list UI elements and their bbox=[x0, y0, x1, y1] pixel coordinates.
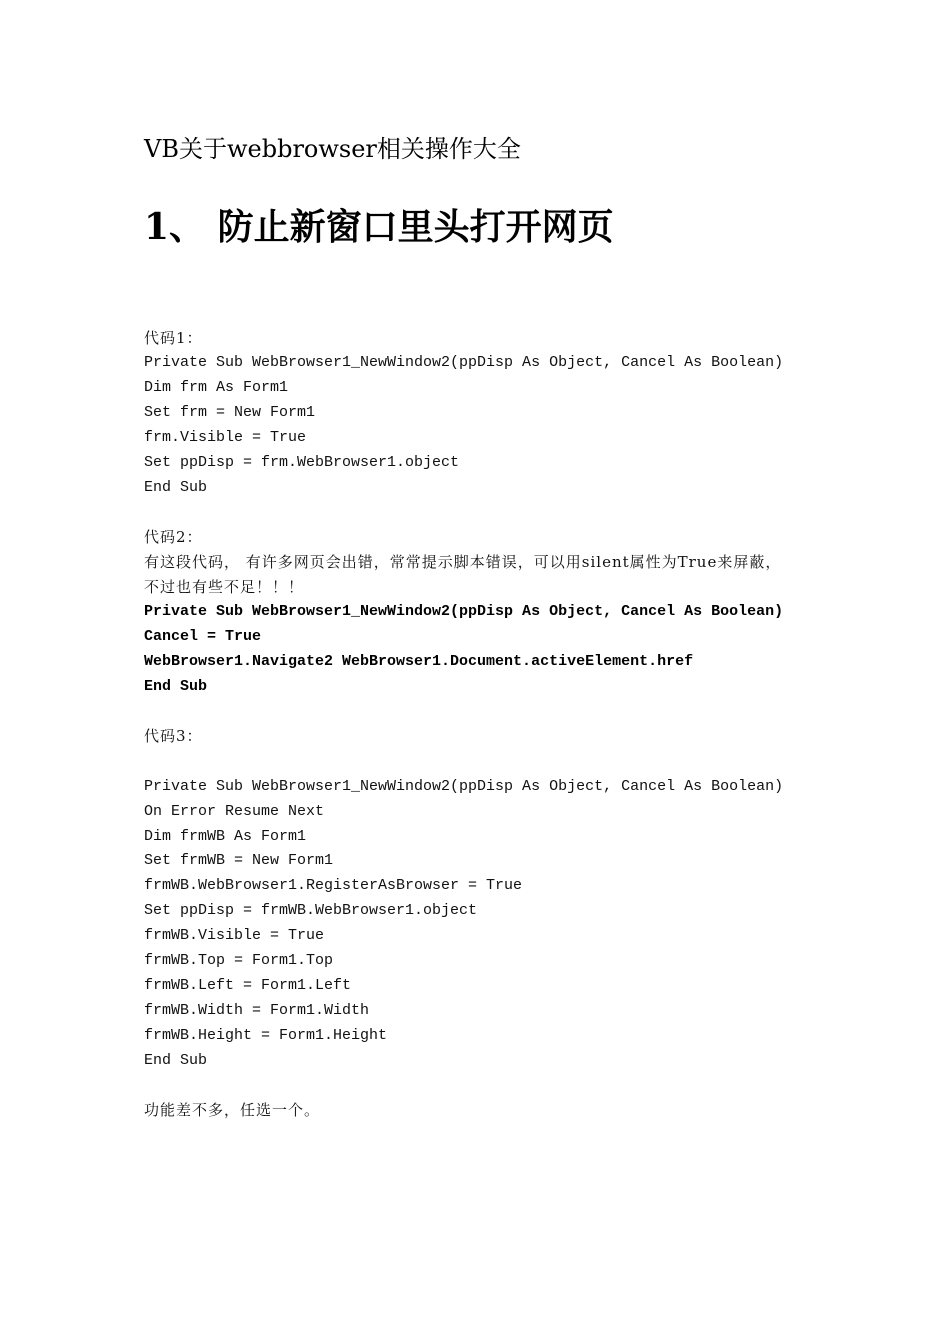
code3-label: 代码3： bbox=[144, 727, 203, 745]
code3-line: Set ppDisp = frmWB.WebBrowser1.object bbox=[144, 902, 478, 919]
code3-line: frmWB.WebBrowser1.RegisterAsBrowser = True bbox=[144, 877, 523, 894]
code2-note: 不过也有些不足！！！ bbox=[144, 578, 305, 596]
code3-line: frmWB.Left = Form1.Left bbox=[144, 977, 352, 994]
code2-label: 代码2： bbox=[144, 528, 203, 546]
code1-line: frm.Visible = True bbox=[144, 429, 307, 446]
code3-line: frmWB.Height = Form1.Height bbox=[144, 1027, 388, 1044]
code1-line: End Sub bbox=[144, 479, 208, 496]
code3-line: End Sub bbox=[144, 1052, 208, 1069]
code3-line: frmWB.Top = Form1.Top bbox=[144, 952, 334, 969]
code2-line: Private Sub WebBrowser1_NewWindow2(ppDisp As Object, Cancel As Boolean) bbox=[144, 603, 784, 620]
code2-line: WebBrowser1.Navigate2 WebBrowser1.Document.activeElement.href bbox=[144, 653, 694, 670]
code1-line: Set ppDisp = frm.WebBrowser1.object bbox=[144, 454, 460, 471]
code3-line: frmWB.Width = Form1.Width bbox=[144, 1002, 370, 1019]
document-title: VB关于webbrowser相关操作大全 bbox=[144, 135, 521, 163]
code1-line: Private Sub WebBrowser1_NewWindow2(ppDisp As Object, Cancel As Boolean) bbox=[144, 354, 784, 371]
code3-line: frmWB.Visible = True bbox=[144, 927, 325, 944]
section-heading: 1、 防止新窗口里头打开网页 bbox=[144, 206, 614, 248]
code2-line: Cancel = True bbox=[144, 628, 262, 645]
code2-line: End Sub bbox=[144, 678, 208, 695]
code3-line: Private Sub WebBrowser1_NewWindow2(ppDisp As Object, Cancel As Boolean) bbox=[144, 778, 784, 795]
code3-line: On Error Resume Next bbox=[144, 803, 325, 820]
code1-label: 代码1： bbox=[144, 329, 203, 347]
code1-line: Set frm = New Form1 bbox=[144, 404, 316, 421]
code3-line: Dim frmWB As Form1 bbox=[144, 828, 307, 845]
code3-line: Set frmWB = New Form1 bbox=[144, 852, 334, 869]
code1-line: Dim frm As Form1 bbox=[144, 379, 289, 396]
code2-note: 有这段代码， 有许多网页会出错，常常提示脚本错误，可以用silent属性为True来屏蔽， bbox=[144, 553, 782, 571]
conclusion-text: 功能差不多，任选一个。 bbox=[144, 1101, 321, 1119]
